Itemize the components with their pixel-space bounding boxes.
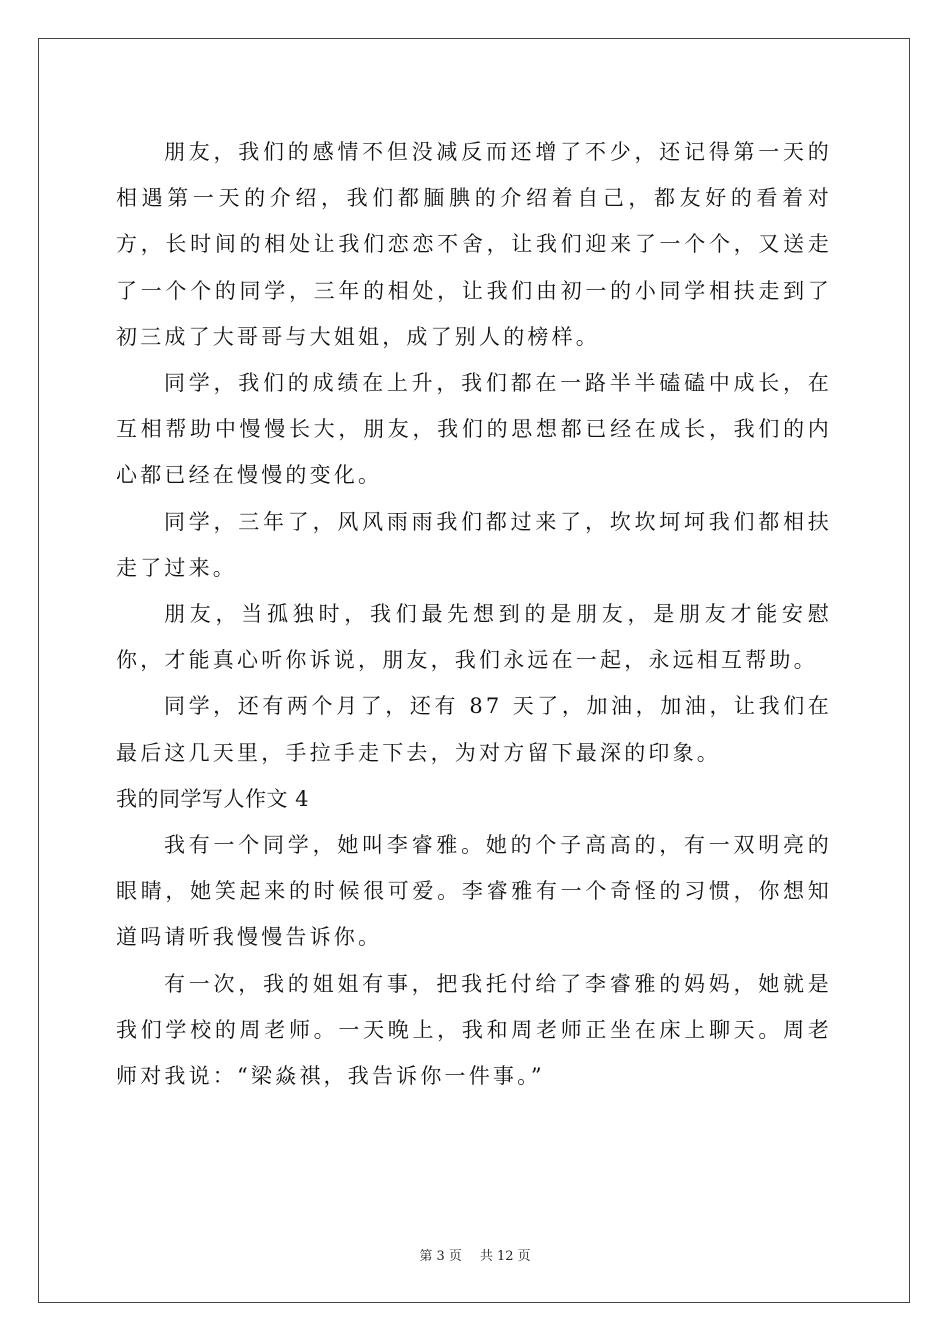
paragraph: 同学，还有两个月了，还有 87 天了，加油，加油，让我们在最后这几天里，手拉手走下去，为对方留下最深的印象。 — [116, 694, 832, 765]
paragraph: 同学，我们的成绩在上升，我们都在一路半半磕磕中成长，在互相帮助中慢慢长大，朋友，我们的思想都已经在成长，我们的内心都已经在慢慢的变化。 — [116, 371, 832, 488]
paragraph: 朋友，我们的感情不但没减反而还增了不少，还记得第一天的相遇第一天的介绍，我们都腼腆的介绍着自己，都友好的看着对方，长时间的相处让我们恋恋不舍，让我们迎来了一个个，又送走了一个个的同学，三年的相处，让我们由初一的小同学相扶走到了初三成了大哥哥与大姐姐，成了别人的榜样。 — [116, 140, 832, 349]
page-footer — [0, 1245, 950, 1264]
page-number: 第 3 页 — [419, 1249, 462, 1264]
paragraph: 同学，三年了，风风雨雨我们都过来了，坎坎坷坷我们都相扶走了过来。 — [116, 509, 832, 580]
paragraph: 我有一个同学，她叫李睿雅。她的个子高高的，有一双明亮的眼睛，她笑起来的时候很可爱。李睿雅有一个奇怪的习惯，你想知道吗请听我慢慢告诉你。 — [116, 833, 832, 950]
paragraph: 有一次，我的姐姐有事，把我托付给了李睿雅的妈妈，她就是我们学校的周老师。一天晚上，我和周老师正坐在床上聊天。周老师对我说：“梁焱祺，我告诉你一件事。” — [116, 971, 832, 1089]
total-pages: 共 12 页 — [479, 1249, 531, 1264]
document-body — [116, 129, 832, 1099]
paragraph: 朋友，当孤独时，我们最先想到的是朋友，是朋友才能安慰你，才能真心听你诉说，朋友，我们永远在一起，永远相互帮助。 — [116, 602, 832, 673]
section-heading: 我的同学写人作文 4 — [116, 786, 310, 811]
